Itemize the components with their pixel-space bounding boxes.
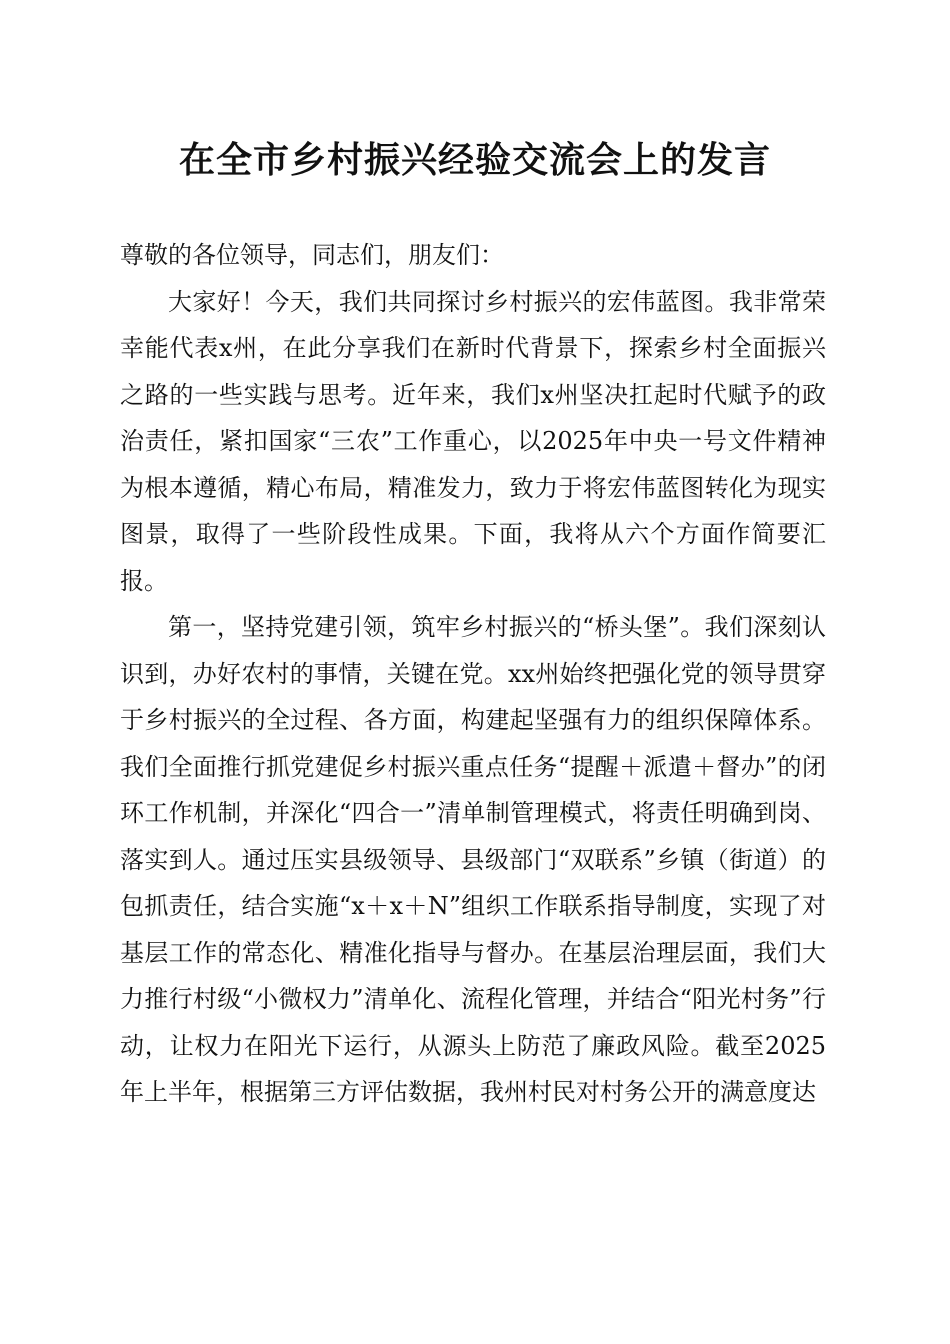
document-title: 在全市乡村振兴经验交流会上的发言 — [178, 139, 771, 181]
document-body — [120, 232, 826, 1116]
paragraph-opening: 大家好！今天，我们共同探讨乡村振兴的宏伟蓝图。我非常荣幸能代表x州，在此分享我们在新时代背景下，探索乡村全面振兴之路的一些实践与思考。近年来，我们x州坚决扛起时代赋予的政治责任，紧扣国家“三农”工作重心，以2025年中央一号文件精神为根本遵循，精心布局，精准发力，致力于将宏伟蓝图转化为现实图景，取得了一些阶段性成果。下面，我将从六个方面作简要汇报。 — [120, 287, 826, 595]
paragraph-party-building: 第一，坚持党建引领，筑牢乡村振兴的“桥头堡”。我们深刻认识到，办好农村的事情，关键在党。xx州始终把强化党的领导贯穿于乡村振兴的全过程、各方面，构建起坚强有力的组织保障体系。我们全面推行抓党建促乡村振兴重点任务“提醒＋派遣＋督办”的闭环工作机制，并深化“四合一”清单制管理模式，将责任明确到岗、落实到人。通过压实县级领导、县级部门“双联系”乡镇（街道）的包抓责任，结合实施“x＋x＋N”组织工作联系指导制度，实现了对基层工作的常态化、精准化指导与督办。在基层治理层面，我们大力推行村级“小微权力”清单化、流程化管理，并结合“阳光村务”行动，让权力在阳光下运行，从源头上防范了廉政风险。截至2025年上半年，根据第三方评估数据，我州村民对村务公开的满意度达 — [120, 613, 826, 1106]
salutation: 尊敬的各位领导，同志们，朋友们： — [120, 241, 504, 269]
